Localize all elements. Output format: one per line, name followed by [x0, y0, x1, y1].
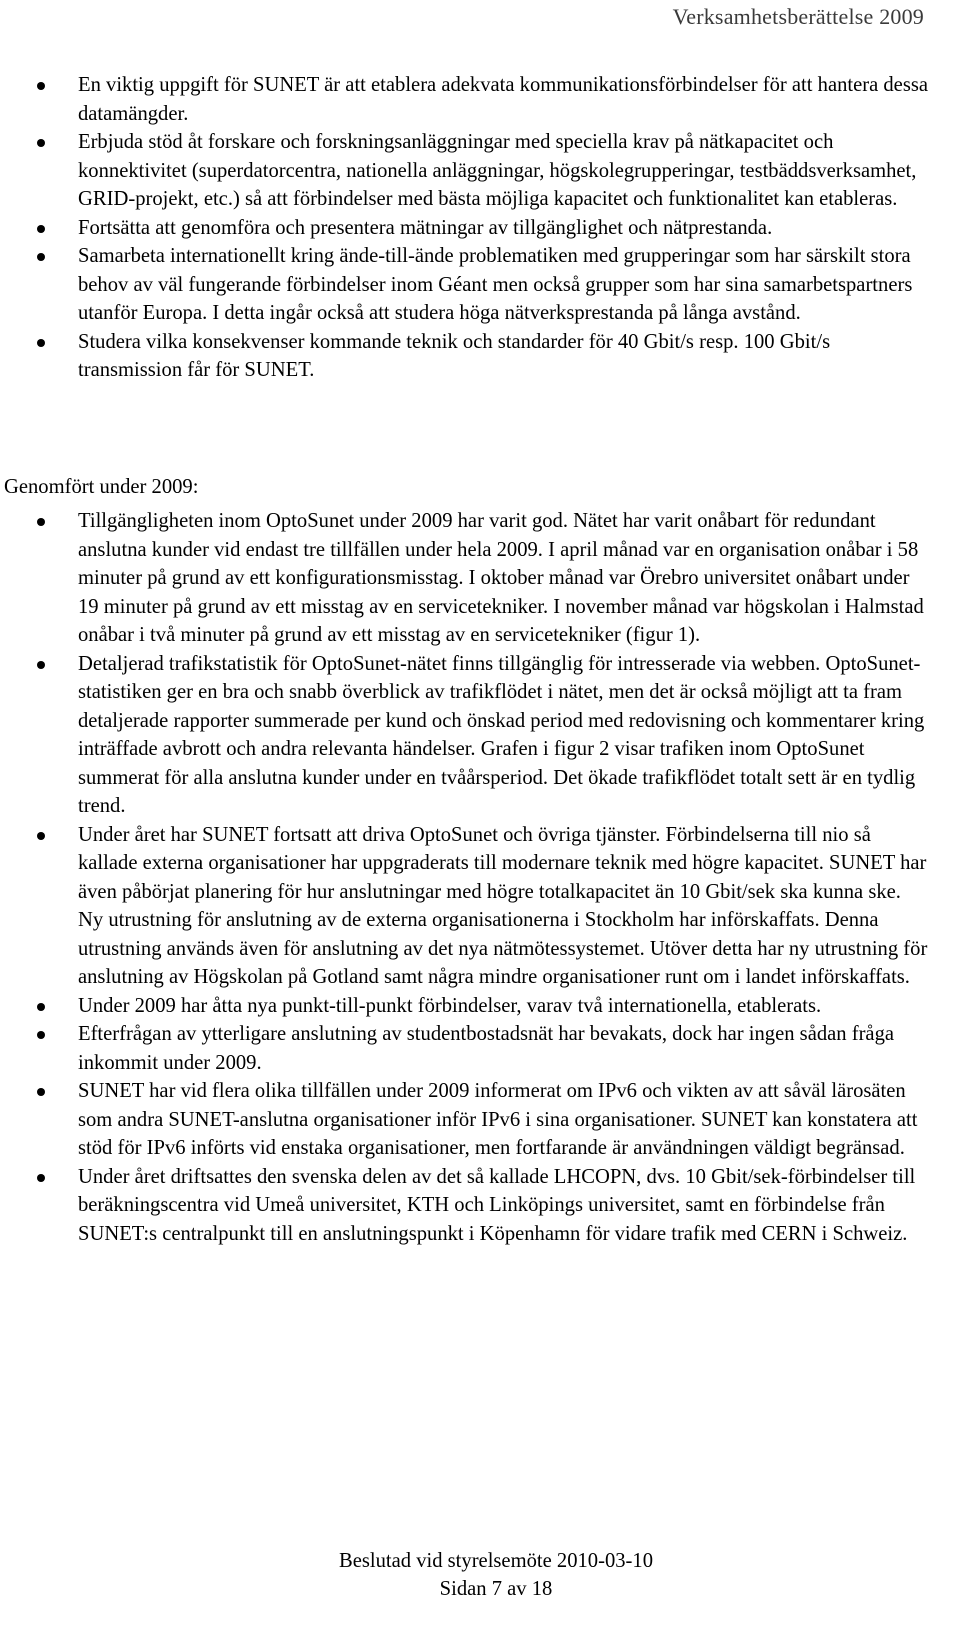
footer-page-number: Sidan 7 av 18 [439, 1578, 553, 1600]
list-item [0, 1163, 960, 1249]
list-item [0, 214, 960, 243]
list-item [0, 1077, 960, 1163]
list-item [0, 650, 960, 821]
list-item [0, 1020, 960, 1077]
list-item [0, 992, 960, 1021]
bullet-icon [37, 1003, 45, 1011]
list-item [0, 242, 960, 328]
list-item [0, 128, 960, 214]
bullet-icon [37, 139, 45, 147]
list-item-text: Samarbeta internationellt kring ände-till-ände problematiken med grupperingar som har särskilt stora behov av väl fungerande förbindelser inom Géant men också grupper som har sina samarbetspartners utanför Europa. I detta ingår också att studera höga nätverksprestanda på långa avstånd. [78, 245, 913, 324]
list-item-text: SUNET har vid flera olika tillfällen under 2009 informerat om IPv6 och vikten av att såväl lärosäten som andra SUNET-anslutna organisationer inför IPv6 i sina organisationer. SUNET kan konstatera att stöd för IPv6 införts vid enstaka organisationer, men fortfarande är användningen väldigt begränsad. [78, 1080, 918, 1159]
list-item-text: Under året har SUNET fortsatt att driva OptoSunet och övriga tjänster. Förbindelserna till nio så kallade externa organisationer har uppgraderats till modernare teknik med högre kapacitet. SUNET har även påbörjat planering för hur anslutningar med högre totalkapacitet än 10 Gbit/sek ska kunna ske. Ny utrustning för anslutning av de externa organisationerna i Stockholm har införskaffats. Denna utrustning används även för anslutning av det nya nätmötessystemet. Utöver detta har ny utrustning för anslutning av Högskolan på Gotland samt några mindre organisationer runt om i landet införskaffats. [78, 823, 928, 988]
list-item-text: En viktig uppgift för SUNET är att etablera adekvata kommunikationsförbindelser för att hantera dessa datamängder. [78, 74, 928, 125]
bullet-icon [37, 518, 45, 526]
list-item-text: Under året driftsattes den svenska delen av det så kallade LHCOPN, dvs. 10 Gbit/sek-förbindelser till beräkningscentra vid Umeå universitet, KTH och Linköpings universitet, samt en förbindelse från SUNET:s centralpunkt till en anslutningspunkt i Köpenhamn för vidare trafik med CERN i Schweiz. [78, 1165, 916, 1245]
bullet-icon [37, 832, 45, 840]
bullet-icon [37, 253, 45, 261]
list-item-text: Efterfrågan av ytterligare anslutning av studentbostadsnät har bevakats, dock har ingen sådan fråga inkommit under 2009. [78, 1023, 895, 1074]
bullet-icon [37, 661, 45, 669]
footer-approval-note: Beslutad vid styrelsemöte 2010-03-10 [338, 1550, 653, 1572]
bullet-icon [37, 1088, 45, 1096]
bullet-icon [37, 1031, 45, 1039]
bullet-icon [37, 339, 45, 347]
list-item-text: Studera vilka konsekvenser kommande teknik och standarder för 40 Gbit/s resp. 100 Gbit/s transmission får för SUNET. [78, 330, 831, 381]
list-item [0, 71, 960, 128]
list-item [0, 507, 960, 650]
list-item-text: Tillgängligheten inom OptoSunet under 2009 har varit god. Nätet har varit onåbart för redundant anslutna kunder vid endast tre tillfällen under hela 2009. I april månad var en organisation onåbar i 58 minuter på grund av ett konfigurationsmisstag. I oktober månad var Örebro universitet onåbart under 19 minuter på grund av ett misstag av en servicetekniker. I november månad var högskolan i Halmstad onåbar i två minuter på grund av ett misstag av en servicetekniker (figur 1). [78, 510, 924, 646]
bullet-icon [37, 225, 45, 233]
bullet-icon [37, 1174, 45, 1182]
list-item [0, 328, 960, 385]
document-header-title: Verksamhetsberättelse 2009 [672, 4, 924, 29]
list-item-text: Under 2009 har åtta nya punkt-till-punkt förbindelser, varav två internationella, etablerats. [78, 994, 822, 1017]
list-item [0, 821, 960, 992]
bullet-icon [37, 82, 45, 90]
done-bullet-list [0, 507, 960, 1248]
intro-bullet-list [0, 71, 960, 385]
list-item-text: Fortsätta att genomföra och presentera mätningar av tillgänglighet och nätprestanda. [78, 216, 773, 239]
list-item-text: Detaljerad trafikstatistik för OptoSunet-nätet finns tillgänglig för intresserade via webben. OptoSunet-statistiken ger en bra och snabb överblick av trafikflödet i nätet, men det är också möjligt att ta fram detaljerade rapporter summerade per kund och önskad period med redovisning och kommentarer kring inträffade avbrott och andra relevanta händelser. Grafen i figur 2 visar trafiken inom OptoSunet summerat för alla anslutna kunder under en tvåårsperiod. Det ökade trafikflödet totalt sett är en tydlig trend. [78, 652, 925, 817]
list-item-text: Erbjuda stöd åt forskare och forskningsanläggningar med speciella krav på nätkapacitet och konnektivitet (superdatorcentra, nationella anläggningar, högskolegrupperingar, testbäddsverksamhet, GRID-projekt, etc.) så att förbindelser med bästa möjliga kapacitet och funktionalitet kan etableras. [78, 131, 917, 210]
section-heading: Genomfört under 2009: [4, 476, 199, 498]
